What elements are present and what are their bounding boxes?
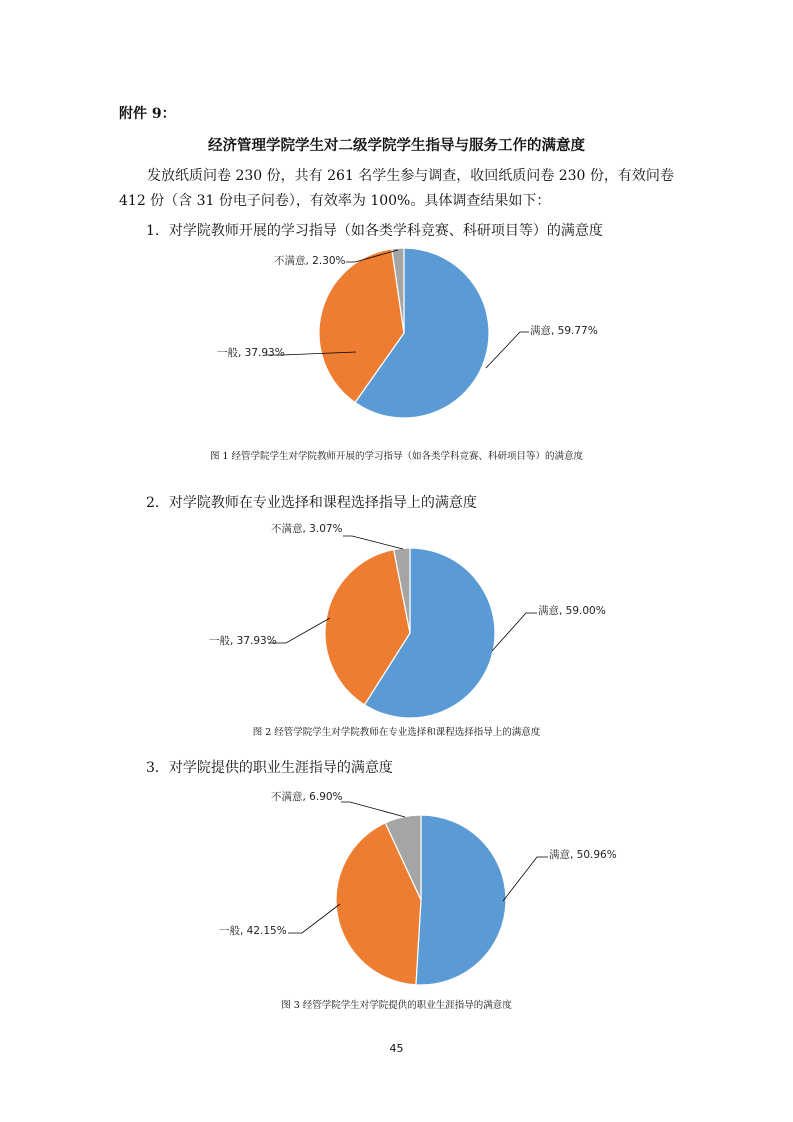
page-number: 45 <box>389 1042 404 1055</box>
leader-line-neutral <box>268 618 330 643</box>
intro-paragraph: 发放纸质问卷 230 份，共有 261 名学生参与调查，收回纸质问卷 230 份，有效问卷 412 份（含 31 份电子问卷），有效率为 100%。具体调查结果如下： <box>119 168 674 209</box>
annex-label: 附件 9： <box>119 106 176 122</box>
figure-3-caption: 图 3 经管学院学生对学院提供的职业生涯指导的满意度 <box>281 1000 512 1011</box>
data-label-dissatisfied: 不满意, 2.30% <box>274 255 346 267</box>
data-label-dissatisfied: 不满意, 3.07% <box>271 523 343 535</box>
data-label-satisfied: 满意, 50.96% <box>549 849 617 861</box>
section-1-heading: 1．对学院教师开展的学习指导（如各类学科竞赛、科研项目等）的满意度 <box>146 223 603 239</box>
leader-line-dissatisfied <box>343 536 403 549</box>
data-label-neutral: 一般, 42.15% <box>219 925 287 937</box>
data-label-neutral: 一般, 37.93% <box>209 635 277 647</box>
leader-line-satisfied <box>492 613 537 651</box>
document-title: 经济管理学院学生对二级学院学生指导与服务工作的满意度 <box>208 137 585 154</box>
pie-chart-3 <box>0 784 793 994</box>
leader-line-satisfied <box>486 332 529 368</box>
figure-1-caption: 图 1 经管学院学生对学院教师开展的学习指导（如各类学科竞赛、科研项目等）的满意度 <box>209 451 584 462</box>
data-label-satisfied: 满意, 59.77% <box>530 325 598 337</box>
pie-chart-1 <box>0 248 793 438</box>
leader-line-neutral <box>288 904 340 933</box>
leader-line-satisfied <box>503 857 548 901</box>
section-2-heading: 2．对学院教师在专业选择和课程选择指导上的满意度 <box>146 495 477 511</box>
pie-chart-2 <box>0 518 793 728</box>
data-label-dissatisfied: 不满意, 6.90% <box>271 791 343 803</box>
figure-2-caption: 图 2 经管学院学生对学院教师在专业选择和课程选择指导上的满意度 <box>252 727 541 738</box>
section-3-heading: 3．对学院提供的职业生涯指导的满意度 <box>146 760 393 776</box>
pie-slice-satisfied <box>416 815 506 985</box>
leader-line-dissatisfied <box>341 802 405 817</box>
data-label-satisfied: 满意, 59.00% <box>538 605 606 617</box>
data-label-neutral: 一般, 37.93% <box>217 347 285 359</box>
